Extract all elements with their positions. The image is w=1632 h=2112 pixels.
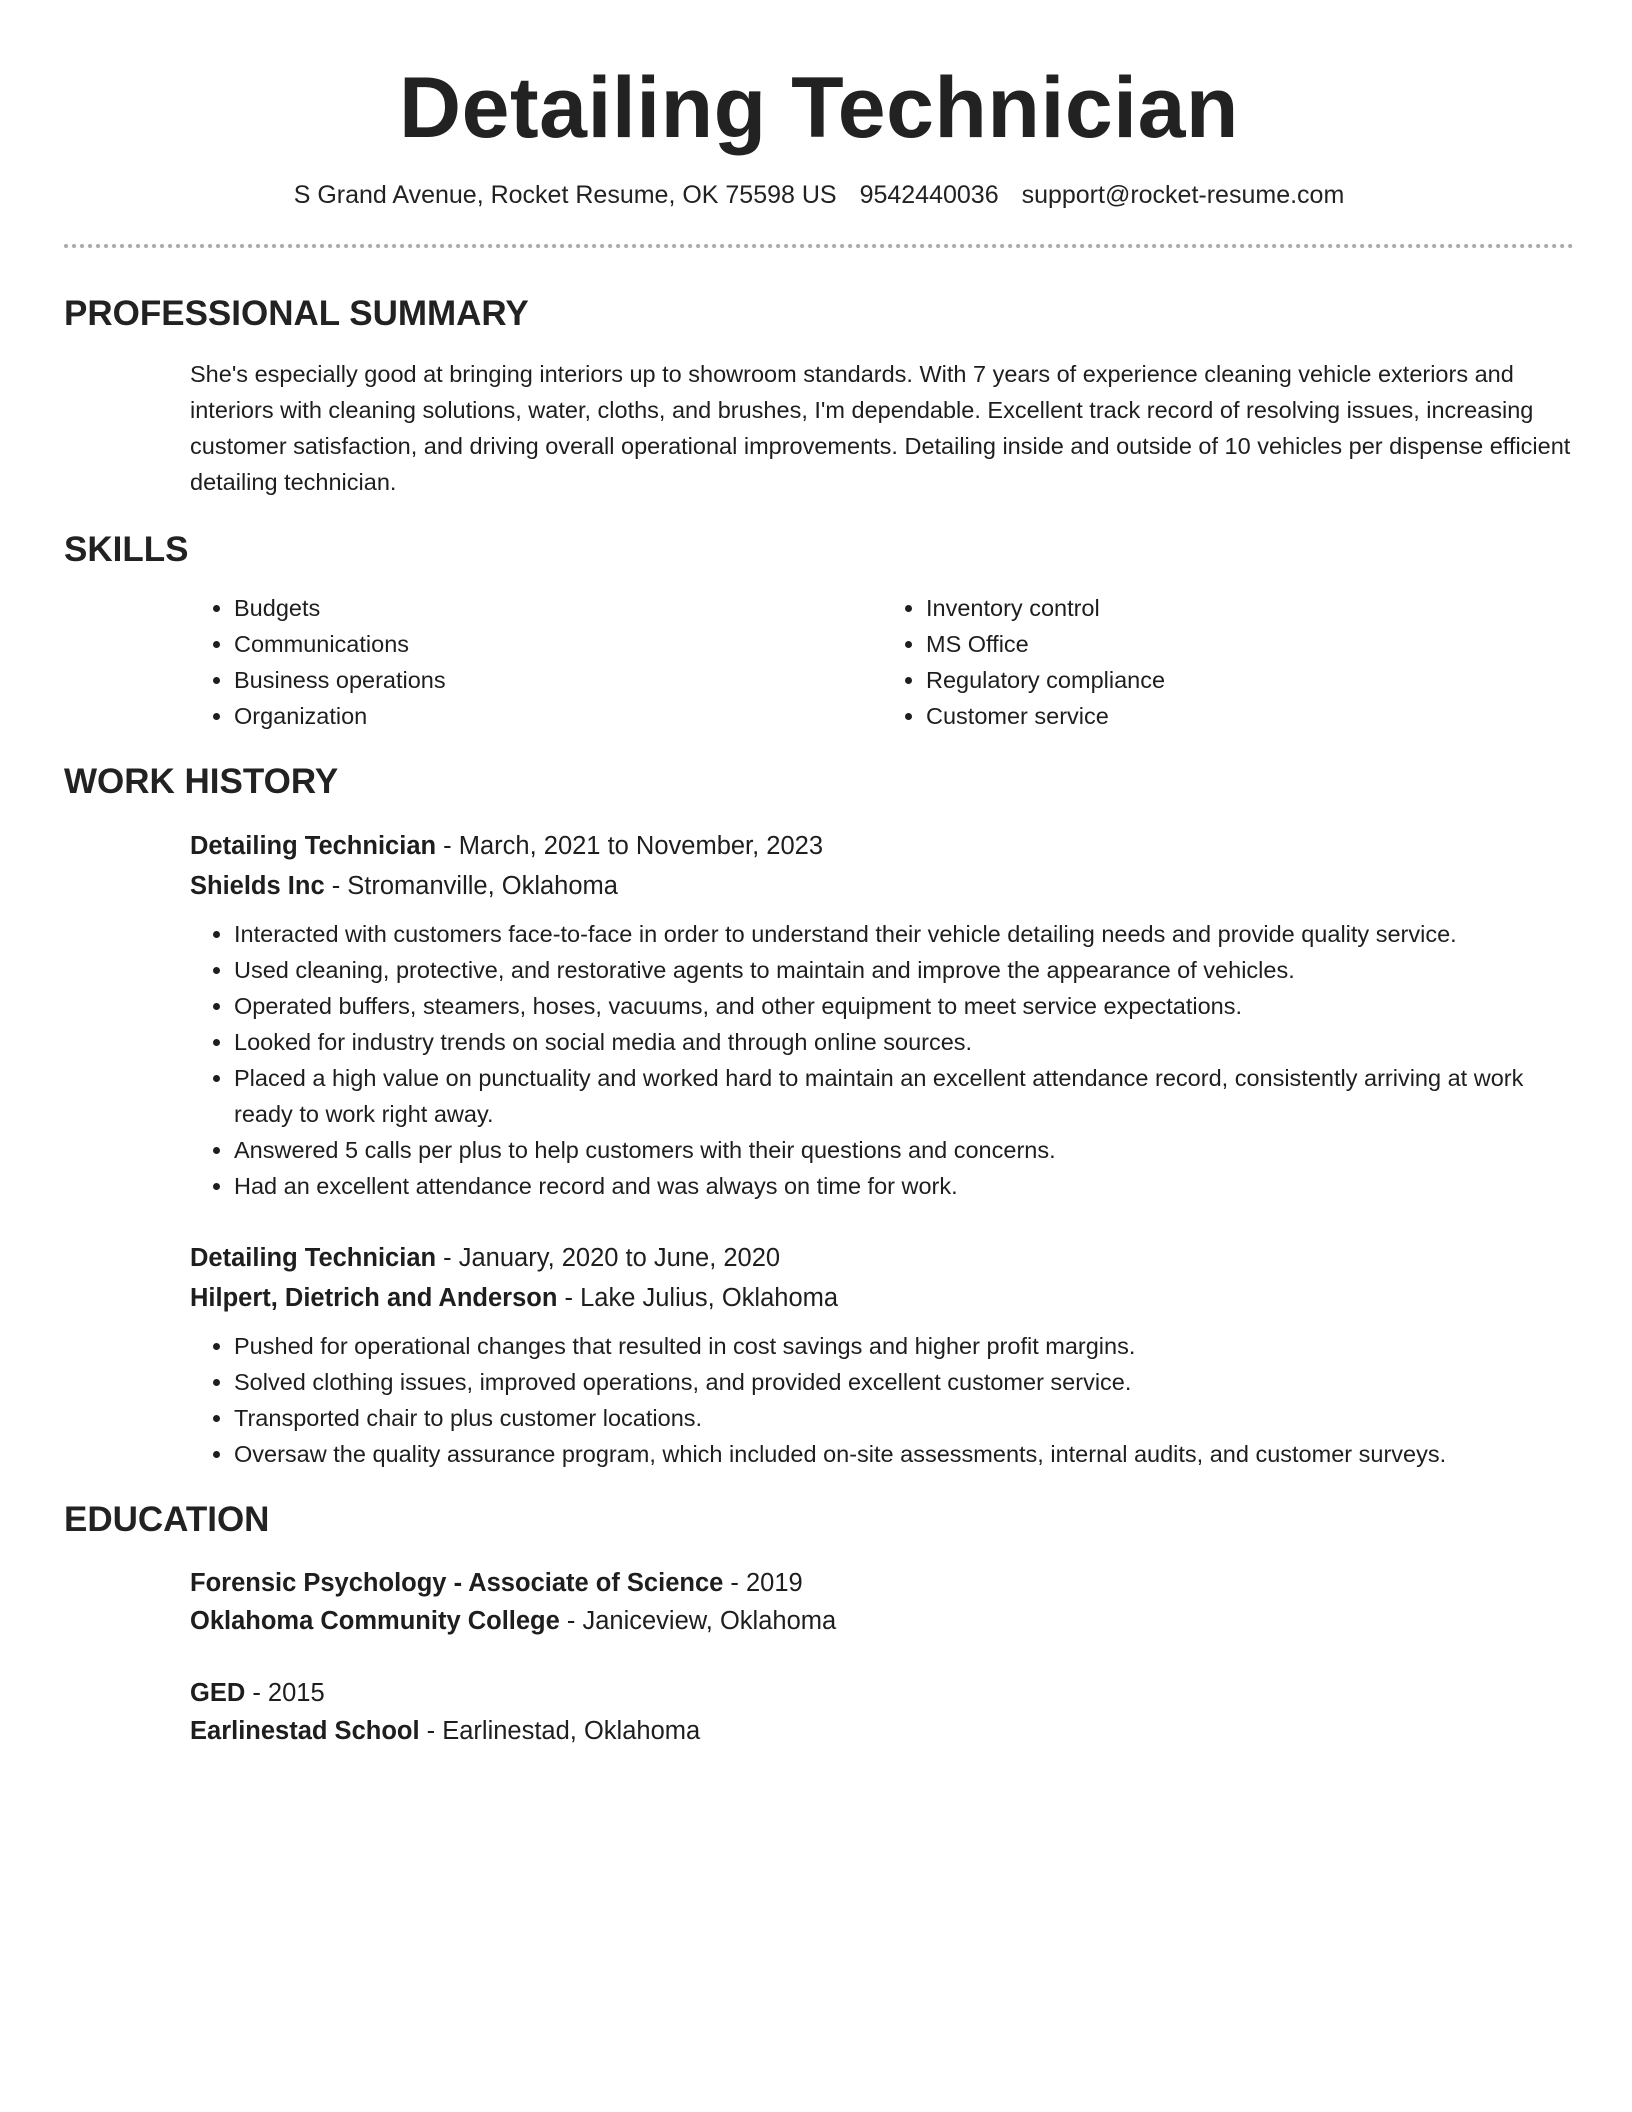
work-history-section (64, 826, 1574, 1472)
skills-list-right (882, 590, 1574, 734)
education-heading: EDUCATION (64, 1500, 270, 1539)
candidate-name: Detailing Technician (399, 60, 1239, 156)
job-entry (190, 1238, 1574, 1472)
job-role: Detailing Technician (190, 1244, 437, 1272)
job-bullet: • Oversaw the quality assurance program, which included on-site assessments, internal audits, and customer surveys. (234, 1436, 1574, 1472)
job-entry (190, 826, 1574, 1204)
work-history-heading: WORK HISTORY (64, 762, 339, 801)
job-bullet: • Solved clothing issues, improved operations, and provided excellent customer service. (234, 1364, 1574, 1400)
job-company-line (190, 866, 1574, 906)
education-section (64, 1564, 1574, 1750)
education-school-line (190, 1602, 1574, 1640)
resume-page (64, 0, 1574, 1750)
education-school: Oklahoma Community College (190, 1607, 560, 1635)
job-bullet: • Had an excellent attendance record and was always on time for work. (234, 1168, 1574, 1204)
skills-list-left (190, 590, 882, 734)
education-degree-line (190, 1674, 1574, 1712)
contact-email[interactable]: support@rocket-resume.com (1021, 181, 1345, 209)
job-company: Hilpert, Dietrich and Anderson (190, 1284, 558, 1312)
job-bullet: • Placed a high value on punctuality and worked hard to maintain an excellent attendance record, consistently arriving at work ready to work right away. (234, 1060, 1574, 1132)
education-degree: Forensic Psychology - Associate of Science (190, 1569, 724, 1597)
skill-item: • Customer service (926, 698, 1574, 734)
job-location: - Stromanville, Oklahoma (324, 872, 618, 900)
skill-item: • Business operations (234, 662, 882, 698)
education-school-line (190, 1712, 1574, 1750)
education-year: - 2015 (245, 1679, 325, 1707)
job-bullet: • Used cleaning, protective, and restorative agents to maintain and improve the appearance of vehicles. (234, 952, 1574, 988)
skills-columns (190, 590, 1574, 734)
job-dates: - January, 2020 to June, 2020 (436, 1244, 781, 1272)
education-degree: GED (190, 1679, 246, 1707)
header-divider (64, 244, 1574, 248)
skill-item: • Inventory control (926, 590, 1574, 626)
job-company: Shields Inc (190, 872, 325, 900)
education-location: - Janiceview, Oklahoma (559, 1607, 837, 1635)
job-dates: - March, 2021 to November, 2023 (436, 832, 824, 860)
education-year: - 2019 (723, 1569, 803, 1597)
education-school: Earlinestad School (190, 1717, 420, 1745)
education-entry (190, 1564, 1574, 1640)
skill-item: • MS Office (926, 626, 1574, 662)
contact-phone: 9542440036 (859, 181, 999, 209)
job-title-line (190, 826, 1574, 866)
summary-heading: PROFESSIONAL SUMMARY (64, 294, 529, 333)
education-degree-line (190, 1564, 1574, 1602)
contact-address: S Grand Avenue, Rocket Resume, OK 75598 US (293, 181, 837, 209)
job-title-line (190, 1238, 1574, 1278)
skill-item: • Communications (234, 626, 882, 662)
contact-line (64, 178, 1574, 212)
job-bullet: • Operated buffers, steamers, hoses, vacuums, and other equipment to meet service expectations. (234, 988, 1574, 1024)
job-bullets (190, 916, 1574, 1204)
skill-item: • Organization (234, 698, 882, 734)
job-bullet: • Looked for industry trends on social media and through online sources. (234, 1024, 1574, 1060)
job-bullet: • Interacted with customers face-to-face in order to understand their vehicle detailing needs and provide quality service. (234, 916, 1574, 952)
skill-item: • Regulatory compliance (926, 662, 1574, 698)
job-location: - Lake Julius, Oklahoma (557, 1284, 839, 1312)
skill-item: • Budgets (234, 590, 882, 626)
summary-text: She's especially good at bringing interiors up to showroom standards. With 7 years of experience cleaning vehicle exteriors and interiors with cleaning solutions, water, cloths, and brushes, I'm dependable. Excellent track record of resolving issues, increasing customer satisfaction, and driving overall operational improvements. Detailing inside and outside of 10 vehicles per dispense efficient detailing technician. (190, 361, 1571, 495)
job-role: Detailing Technician (190, 832, 437, 860)
skills-heading: SKILLS (64, 530, 189, 569)
job-bullet: • Pushed for operational changes that resulted in cost savings and higher profit margins. (234, 1328, 1574, 1364)
skills-section (64, 590, 1574, 734)
job-bullet: • Transported chair to plus customer locations. (234, 1400, 1574, 1436)
education-location: - Earlinestad, Oklahoma (419, 1717, 701, 1745)
education-entry (190, 1674, 1574, 1750)
job-bullets (190, 1328, 1574, 1472)
job-bullet: • Answered 5 calls per plus to help customers with their questions and concerns. (234, 1132, 1574, 1168)
job-company-line (190, 1278, 1574, 1318)
